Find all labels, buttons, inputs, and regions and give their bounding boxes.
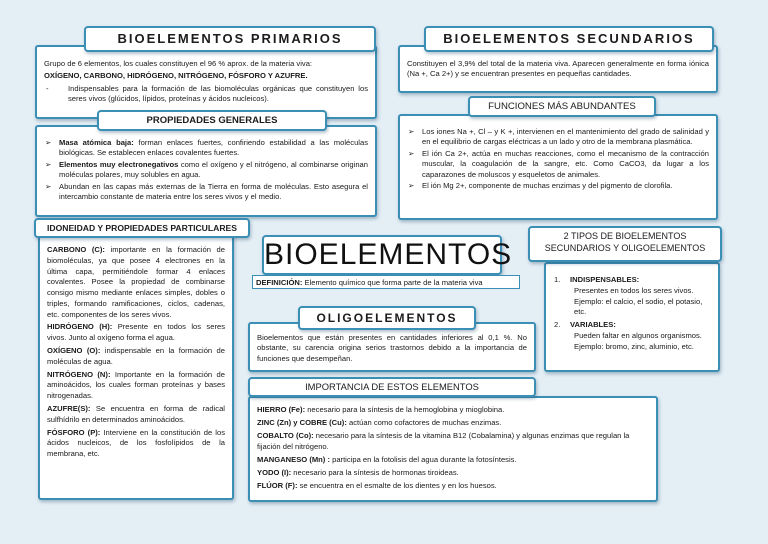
tipo-text: Presentes en todos los seres vivos. Ejemplo: el calcio, el sodio, el potasio, etc. (574, 285, 703, 317)
primarios-bullet-marker: - (46, 83, 49, 93)
idoneidad-item (47, 370, 225, 402)
propiedad-text: como el oxígeno y el nitrógeno, al combinarse originan moléculas polares, muy solubles en agua. (59, 159, 368, 180)
importancia-text: participa en la fotolisis del agua durante la fotosíntesis. (329, 454, 517, 464)
funcion-text: El ión Ca 2+, actúa en muchas reacciones, como el mecanismo de la contracción muscular, la coagulación de la sangre, etc. Como CaCO3, da lugar a los caparazones de moluscos y esqueletos de animales. (422, 148, 709, 179)
tipos-box (544, 262, 720, 372)
idoneidad-text: Presente en todos los seres vivos. Junto al oxígeno forma el agua. (47, 322, 225, 343)
definition-label: DEFINICIÓN: (256, 278, 303, 287)
idoneidad-title: IDONEIDAD Y PROPIEDADES PARTICULARES (34, 218, 250, 238)
idoneidad-text: importante en la formación de biomoléculas, ya que posee 4 electrones en la última capa, permitiéndole formar 4 enlaces covalentes. Posee la propiedad de combinarse consigo mismo mediante enlaces simples, dobles o triples, formando ramificaciones, ciclos, cadenas, etc. componentes de los seres vivos. (47, 245, 225, 319)
primarios-elements: OXÍGENO, CARBONO, HIDRÓGENO, NITRÓGENO, FÓSFORO Y AZUFRE. (44, 71, 308, 81)
propiedades-list (44, 138, 368, 203)
arrow-icon: ➢ (408, 181, 415, 191)
propiedades-title: PROPIEDADES GENERALES (97, 110, 327, 131)
tipo-label: INDISPENSABLES: (570, 275, 640, 284)
primarios-box (35, 45, 377, 119)
arrow-icon: ➢ (45, 138, 52, 147)
secundarios-title: BIOELEMENTOS SECUNDARIOS (424, 26, 714, 52)
definition (252, 275, 520, 289)
funcion-item (407, 149, 709, 180)
propiedades-box (35, 125, 377, 217)
importancia-text: actúan como cofactores de muchas enzimas. (346, 417, 502, 427)
funciones-list (407, 127, 709, 192)
tipos-title: 2 TIPOS DE BIOELEMENTOS SECUNDARIOS Y OLIGOELEMENTOS (528, 226, 722, 262)
tipo-item (554, 275, 712, 318)
idoneidad-text: indispensable en la formación de moléculas de agua. (47, 346, 226, 366)
idoneidad-item (47, 322, 225, 344)
arrow-icon: ➢ (408, 148, 415, 158)
secundarios-text: Constituyen el 3,9% del total de la materia viva. Aparecen generalmente en forma iónica (Na +, Ca 2+) y se encuentran presentes en pequeñas cantidades. (407, 59, 709, 79)
tipo-item (554, 320, 712, 352)
funcion-item (407, 127, 709, 148)
importancia-text: necesario para la síntesis de la vitamina B12 (Cobalamina) y algunas enzimas que regulan la fijación del nitrógeno. (257, 430, 630, 451)
idoneidad-text: Interviene en la constitución de los ácidos nucleicos, de los fosfolípidos de la membrana, etc. (47, 427, 226, 459)
importancia-bold: COBALTO (Co): (257, 430, 314, 440)
idoneidad-item (47, 245, 225, 320)
idoneidad-item (47, 346, 225, 368)
idoneidad-bold: NITRÓGENO (N): (47, 369, 111, 379)
importancia-bold: HIERRO (Fe): (257, 405, 306, 414)
importancia-bold: MANGANESO (Mn) : (257, 454, 330, 464)
importancia-title: IMPORTANCIA DE ESTOS ELEMENTOS (248, 377, 536, 397)
funciones-box (398, 114, 718, 220)
importancia-bold: FLÚOR (F): (257, 480, 298, 490)
idoneidad-bold: HIDRÓGENO (H): (47, 322, 113, 332)
idoneidad-bold: AZUFRE(S): (47, 403, 91, 413)
importancia-text: se encuentra en el esmalte de los dientes y en los huesos. (297, 480, 497, 490)
propiedad-text: forman enlaces fuertes, confiriendo estabilidad a las moléculas biológicas. Se establecen enlaces covalentes fuertes. (59, 138, 368, 158)
idoneidad-text: Se encuentra en forma de radical sulfhídrilo en determinados aminoácidos. (47, 403, 225, 424)
propiedad-text: Abundan en las capas más externas de la Tierra en forma de moléculas. Esto asegura el intercambio constante de materia entre los seres vivos y el medio. (59, 181, 368, 202)
secundarios-box (398, 45, 718, 93)
tipo-text: Pueden faltar en algunos organismos. Ejemplo: bromo, zinc, aluminio, etc. (574, 330, 702, 351)
importancia-text: necesario para la síntesis de la hemoglobina y mioglobina. (305, 405, 505, 414)
importancia-bold: ZINC (Zn) y COBRE (Cu): (257, 417, 347, 427)
idoneidad-item (47, 404, 225, 426)
propiedad-bold: Masa atómica baja: (59, 138, 134, 147)
primarios-intro: Grupo de 6 elementos, los cuales constituyen el 96 % aprox. de la materia viva: (44, 59, 313, 68)
primarios-bullet: Indispensables para la formación de las biomoléculas orgánicas que constituyen los seres vivos (glúcidos, lípidos, proteínas y ácidos nucleicos). (68, 83, 368, 104)
idoneidad-box (38, 234, 234, 500)
idoneidad-item (47, 428, 225, 460)
funciones-title: FUNCIONES MÁS ABUNDANTES (468, 96, 656, 117)
funcion-text: Los iones Na +, Cl – y K +, intervienen en el mantenimiento del grado de salinidad y en el equilibrio de cargas eléctricas a un lado y otro de la membrana plasmática. (422, 127, 709, 147)
tipo-label: VARIABLES: (570, 320, 616, 330)
importancia-bold: YODO (I): (257, 467, 292, 477)
importancia-box (248, 396, 658, 502)
propiedad-item (44, 138, 368, 159)
primarios-title: BIOELEMENTOS PRIMARIOS (84, 26, 376, 52)
importancia-item (257, 468, 649, 479)
arrow-icon: ➢ (408, 127, 415, 136)
propiedad-item (44, 160, 368, 181)
idoneidad-bold: OXÍGENO (O): (47, 346, 101, 356)
oligo-text: Bioelementos que están presentes en cantidades inferiores al 0,1 %. No obstante, su carencia origina serios trastornos debido a la importancia de funciones que desempeñan. (257, 333, 527, 363)
arrow-icon: ➢ (45, 181, 52, 191)
importancia-item (257, 431, 649, 453)
importancia-item (257, 405, 649, 416)
idoneidad-bold: FÓSFORO (P): (47, 427, 101, 437)
importancia-item (257, 418, 649, 429)
idoneidad-text: Importante en la formación de aminoácidos, los cuales forman proteínas y bases nitrogenadas. (47, 369, 226, 401)
importancia-item (257, 481, 649, 492)
arrow-icon: ➢ (45, 159, 52, 169)
definition-text: Elemento químico que forma parte de la materia viva (302, 278, 483, 287)
oligo-title: OLIGOELEMENTOS (298, 306, 476, 330)
importancia-text: necesario para la síntesis de hormonas tiroideas. (291, 467, 459, 477)
propiedad-bold: Elementos muy electronegativos (59, 159, 179, 169)
funcion-text: El ión Mg 2+, componente de muchas enzimas y del pigmento de clorofila. (422, 181, 673, 191)
importancia-item (257, 455, 649, 466)
tipo-num: 1. (554, 275, 561, 284)
tipo-num: 2. (554, 320, 561, 330)
funcion-item (407, 181, 709, 191)
idoneidad-bold: CARBONO (C): (47, 245, 105, 254)
propiedad-item (44, 182, 368, 203)
main-title: BIOELEMENTOS (262, 235, 502, 275)
